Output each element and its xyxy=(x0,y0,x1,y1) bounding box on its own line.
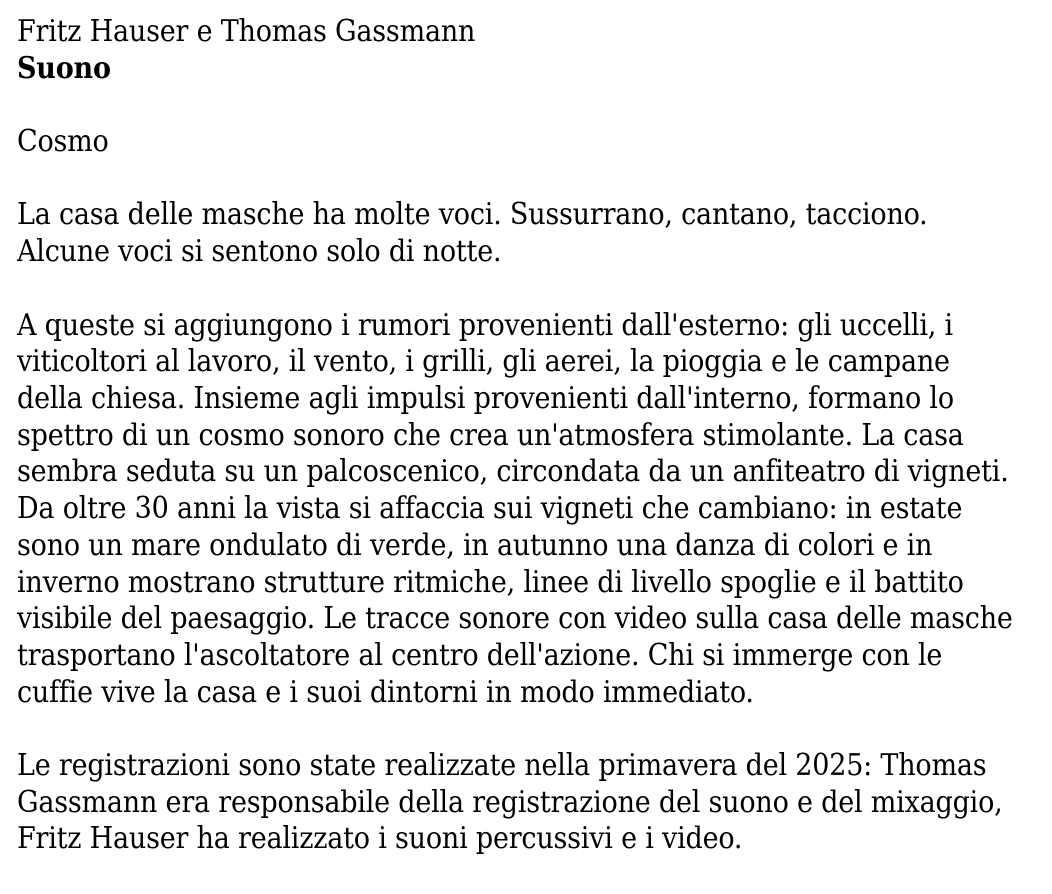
paragraph-credits: Le registrazioni sono state realizzate nella primavera del 2025: Thomas Gassmann era responsabile della registrazione del suono e del mixaggio, Fritz Hauser ha realizzato i suoni percussivi e i video. xyxy=(17,748,1003,857)
document-subtitle: Cosmo xyxy=(17,124,109,160)
document-title: Suono xyxy=(17,50,111,86)
paragraph-body: A queste si aggiungono i rumori provenienti dall'esterno: gli uccelli, i viticoltori al lavoro, il vento, i grilli, gli aerei, la pioggia e le campane della chiesa. Insieme agli impulsi provenienti dall'interno, formano lo spettro di un cosmo sonoro che crea un'atmosfera stimolante. La casa sembra seduta su un palcoscenico, circondata da un anfiteatro di vigneti. Da oltre 30 anni la vista si affaccia sui vigneti che cambiano: in estate sono un mare ondulato di verde, in autunno una danza di colori e in inverno mostrano strutture ritmiche, linee di livello spoglie e il battito visibile del paesaggio. Le tracce sonore con video sulla casa delle masche trasportano l'ascoltatore al centro dell'azione. Chi si immerge con le cuffie vive la casa e i suoi dintorni in modo immediato. xyxy=(17,307,1013,710)
paragraph-intro: La casa delle masche ha molte voci. Sussurrano, cantano, tacciono. Alcune voci si sentono solo di notte. xyxy=(17,197,928,270)
document-authors: Fritz Hauser e Thomas Gassmann xyxy=(17,14,476,49)
